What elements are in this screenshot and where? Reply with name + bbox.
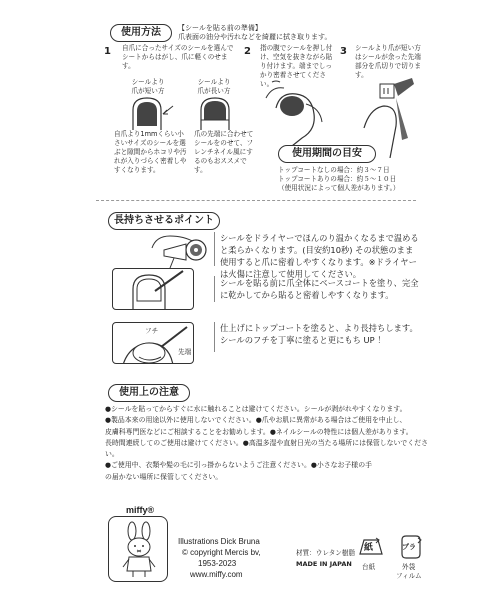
long-nail-illustration bbox=[195, 96, 235, 130]
step-2-text: 指の腹でシールを押し付け、空気を抜きながら貼り付けます。端までしっかり密着させてください。 bbox=[260, 44, 333, 88]
miffy-url: www.miffy.com bbox=[190, 570, 243, 579]
paper-label: 台紙 bbox=[362, 563, 376, 571]
tip-3-text: 仕上げにトップコートを塗ると、より長持ちします。シールのフチを丁寧に塗ると更にもち UP ！ bbox=[220, 323, 418, 345]
period-line-1: トップコートなしの場合：約３〜７日 bbox=[278, 166, 390, 174]
period-line-2: トップコートありの場合：約５〜１０日 bbox=[278, 175, 397, 183]
tip-2-text: シールを貼る前に爪全体にベースコートを塗り、完全に乾かしてから貼ると密着しやすくなります。 bbox=[220, 278, 419, 300]
tip-2-bar bbox=[214, 276, 215, 302]
short-nail-illustration bbox=[125, 96, 175, 130]
step-1-number: 1 bbox=[104, 46, 111, 57]
caution-body bbox=[105, 404, 435, 483]
step-3-number: 3 bbox=[340, 46, 347, 57]
longlast-title: 長持ちさせるポイント bbox=[108, 212, 220, 230]
long-nail-desc: 爪の先端に合わせてシールをのせて、フレンチネイル風にするのもおススメです。 bbox=[194, 130, 254, 174]
credit-line-3: 1953-2023 bbox=[198, 559, 237, 568]
howto-title: 使用方法 bbox=[110, 24, 172, 42]
caution-title: 使用上の注意 bbox=[108, 384, 190, 402]
period-title: 使用期間の目安 bbox=[278, 145, 376, 163]
long-nail-label: シールより 爪が長い方 bbox=[197, 78, 231, 95]
sentan-label: 先端 bbox=[178, 348, 192, 356]
prep-title: 【シールを貼る前の準備】 bbox=[178, 24, 262, 32]
caution-line: ●製品本来の用途以外に使用しないでください。●爪やお肌に異常がある場合はご使用を中止し、 bbox=[105, 416, 407, 425]
base-coat-illustration bbox=[112, 268, 194, 310]
material-text: 材質：ウレタン樹脂 bbox=[296, 549, 356, 557]
caution-line: 皮膚科専門医などにご相談することをお勧めします。●ネイルシールの特性には個人差があります。 bbox=[105, 427, 413, 436]
tip-1-text: シールをドライヤーでほんのり温かくなるまで温めると柔らかくなります。(目安約10秒) その状態のまま使用すると爪に密着しやすくなります。※ドライヤーは火傷に注意して使用してください。 bbox=[220, 233, 419, 279]
tip-1-bar bbox=[214, 232, 215, 266]
caution-line: ●シールを貼ってからすぐに水に触れることは避けてください。シールが剥がれやすくなります。 bbox=[105, 405, 407, 413]
credit-line-2: © copyright Mercis bv, bbox=[182, 548, 261, 557]
caution-line: ●ご使用中、衣類や髪の毛に引っ掛からないようご注意ください。●小さなお子様の手 bbox=[105, 461, 372, 470]
caution-line: 長時間連続してのご使用は避けてください。●高温多湿や直射日光の当たる場所には保管しないでください。 bbox=[105, 438, 428, 459]
miffy-logo: miffy® bbox=[126, 505, 155, 515]
step-2-number: 2 bbox=[244, 46, 251, 57]
caution-line: の届かない場所に保管してください。 bbox=[105, 472, 223, 481]
hair-dryer-illustration bbox=[150, 230, 210, 268]
made-in-japan: MADE IN JAPAN bbox=[296, 560, 352, 568]
press-finger-illustration bbox=[262, 78, 332, 148]
miffy-illustration-frame bbox=[108, 516, 168, 582]
tip-3-bar bbox=[214, 322, 215, 352]
miffy-icon bbox=[117, 521, 161, 579]
plastic-label-2: フィルム bbox=[396, 572, 422, 580]
short-nail-desc: 自爪より1mmくらい小さいサイズのシールを選ぶと隙間からホコリや汚れが入りづらく密着しやすくなります。 bbox=[114, 130, 187, 174]
section-divider bbox=[96, 200, 416, 201]
step-1-text: 自爪に合ったサイズのシールを選んでシートからはがし、爪に軽くのせます。 bbox=[122, 44, 234, 70]
fuchi-label: フチ bbox=[145, 327, 159, 335]
step-3-text: シールより爪が短い方はシールが余った先端部分を爪切りで切ります。 bbox=[355, 44, 421, 79]
plastic-mark: プラ bbox=[402, 543, 416, 551]
paper-mark: 紙 bbox=[364, 543, 374, 553]
short-nail-label: シールより 爪が短い方 bbox=[131, 78, 165, 95]
credit-line-1: Illustrations Dick Bruna bbox=[178, 537, 260, 546]
period-note: （使用状況によって個人差があります。） bbox=[278, 184, 400, 192]
plastic-label-1: 外袋 bbox=[402, 563, 416, 571]
prep-text: 爪表面の油分や汚れなどを綺麗に拭き取ります。 bbox=[178, 33, 332, 41]
